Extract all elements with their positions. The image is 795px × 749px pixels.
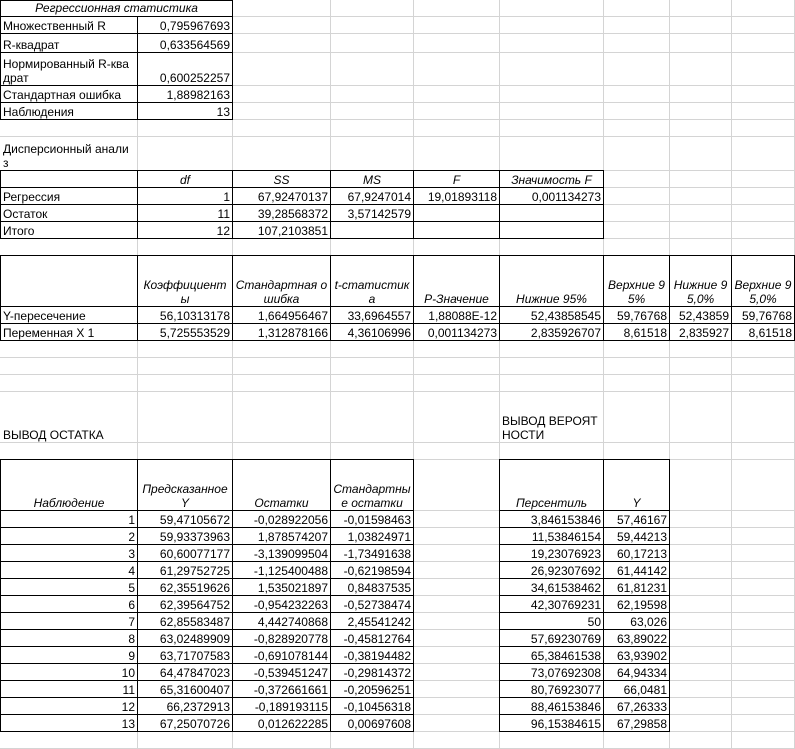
residual-cell-text: -0,45812764 xyxy=(343,632,411,646)
coef-cell-text: 5,725553529 xyxy=(159,326,230,340)
residual-predicted-cell[interactable] xyxy=(137,714,233,732)
anova-row-label[interactable] xyxy=(0,221,138,239)
coef-header-cell[interactable] xyxy=(232,255,331,307)
probability-cell-text: 62,19598 xyxy=(616,598,667,612)
residual-obs-cell[interactable] xyxy=(0,646,138,664)
residual-obs-cell[interactable] xyxy=(0,680,138,698)
probability-y-cell[interactable] xyxy=(603,629,670,647)
gridline xyxy=(0,357,795,358)
residual-cell-text: -0,189193115 xyxy=(254,700,328,714)
residual-cell-text: 5 xyxy=(128,581,135,595)
residual-header-cell[interactable] xyxy=(330,459,414,511)
probability-percentile-cell[interactable] xyxy=(499,697,604,715)
probability-y-cell[interactable] xyxy=(603,510,670,528)
coef-cell-text: 2,835926707 xyxy=(530,326,601,340)
probability-output-title-text: ВЫВОД ВЕРОЯТНОСТИ xyxy=(502,414,598,442)
coef-header-text: Нижние 95,0% xyxy=(673,278,728,306)
residual-output-title-text: ВЫВОД ОСТАТКА xyxy=(3,428,104,442)
probability-percentile-cell[interactable] xyxy=(499,646,604,664)
probability-y-cell[interactable] xyxy=(603,646,670,664)
residual-std-cell[interactable] xyxy=(330,612,414,630)
coef-cell[interactable] xyxy=(232,306,331,324)
stat-label-cell[interactable] xyxy=(0,52,138,86)
stat-value: 0,633564569 xyxy=(159,38,230,52)
residual-std-cell[interactable] xyxy=(330,561,414,579)
residual-predicted-cell[interactable] xyxy=(137,527,233,545)
residual-cell-text: 67,25070726 xyxy=(159,717,230,731)
residual-cell-text: 63,71707583 xyxy=(159,649,230,663)
stat-value: 1,88982163 xyxy=(166,88,230,102)
residual-cell-text: 0,00697608 xyxy=(347,717,411,731)
stat-label-cell[interactable] xyxy=(0,33,138,53)
stat-label-cell[interactable] xyxy=(0,85,138,103)
probability-cell-text: 42,30769231 xyxy=(530,598,601,612)
stat-value-cell[interactable] xyxy=(137,52,233,86)
anova-cell[interactable] xyxy=(413,187,500,205)
residual-predicted-cell[interactable] xyxy=(137,697,233,715)
coef-cell-text: 1,664956467 xyxy=(257,309,328,323)
coef-header-cell[interactable] xyxy=(137,255,233,307)
anova-cell[interactable] xyxy=(232,221,331,239)
probability-cell-text: 61,81231 xyxy=(616,581,667,595)
residual-cell-text: 0,84837535 xyxy=(347,581,411,595)
residual-cell-text: 7 xyxy=(128,615,135,629)
residual-cell-text: -0,10456318 xyxy=(343,700,411,714)
gridline xyxy=(0,442,795,443)
regression-stats-title[interactable] xyxy=(0,0,233,17)
coef-cell-text: 4,36106996 xyxy=(347,326,411,340)
probability-header-text: Y xyxy=(632,496,641,510)
anova-cell[interactable] xyxy=(137,204,233,222)
probability-percentile-cell[interactable] xyxy=(499,527,604,545)
anova-header-cell[interactable] xyxy=(499,170,604,188)
anova-cell-text: 39,28568372 xyxy=(257,207,328,221)
residual-value-cell[interactable] xyxy=(232,544,331,562)
residual-cell-text: 4,442740868 xyxy=(257,615,328,629)
residual-value-cell[interactable] xyxy=(232,697,331,715)
probability-cell-text: 67,29858 xyxy=(616,717,667,731)
stat-label-cell[interactable] xyxy=(0,102,138,120)
residual-obs-cell[interactable] xyxy=(0,561,138,579)
residual-cell-text: 62,35519626 xyxy=(159,581,230,595)
residual-std-cell[interactable] xyxy=(330,544,414,562)
residual-cell-text: -0,20596251 xyxy=(343,683,411,697)
residual-std-cell[interactable] xyxy=(330,578,414,596)
coef-cell[interactable] xyxy=(137,323,233,341)
coef-header-cell[interactable] xyxy=(330,255,414,307)
residual-cell-text: 3 xyxy=(128,547,135,561)
probability-cell-text: 73,07692308 xyxy=(530,666,601,680)
probability-y-cell[interactable] xyxy=(603,663,670,681)
anova-cell[interactable] xyxy=(232,204,331,222)
coef-cell-text: 1,312878166 xyxy=(257,326,328,340)
probability-output-title[interactable] xyxy=(500,392,602,442)
anova-header-cell[interactable] xyxy=(232,170,331,188)
residual-cell-text: -0,372661661 xyxy=(253,683,328,697)
residual-cell-text: 1,878574207 xyxy=(257,530,328,544)
coef-header-cell[interactable] xyxy=(669,255,732,307)
stat-value: 0,795967693 xyxy=(159,19,230,33)
residual-value-cell[interactable] xyxy=(232,663,331,681)
probability-y-cell[interactable] xyxy=(603,680,670,698)
probability-header-cell[interactable] xyxy=(603,459,670,511)
coef-header-cell[interactable] xyxy=(731,255,795,307)
probability-percentile-cell[interactable] xyxy=(499,578,604,596)
anova-title-text: Дисперсионный анализ xyxy=(3,142,129,170)
residual-cell-text: 1,535021897 xyxy=(257,581,328,595)
probability-percentile-cell[interactable] xyxy=(499,544,604,562)
probability-percentile-cell[interactable] xyxy=(499,629,604,647)
residual-cell-text: 62,39564752 xyxy=(159,598,230,612)
residual-predicted-cell[interactable] xyxy=(137,510,233,528)
probability-cell-text: 57,69230769 xyxy=(530,632,601,646)
coef-header-text: Нижние 95% xyxy=(516,292,587,306)
anova-header-text: Значимость F xyxy=(511,173,592,187)
probability-cell-text: 65,38461538 xyxy=(530,649,601,663)
residual-cell-text: 8 xyxy=(128,632,135,646)
residual-header-cell[interactable] xyxy=(232,459,331,511)
anova-row-label[interactable] xyxy=(0,204,138,222)
anova-header-text: F xyxy=(452,173,461,187)
residual-obs-cell[interactable] xyxy=(0,578,138,596)
probability-cell-text: 60,17213 xyxy=(616,547,667,561)
probability-y-cell[interactable] xyxy=(603,544,670,562)
anova-cell-text: Итого xyxy=(3,224,35,238)
residual-cell-text: -0,52738474 xyxy=(343,598,411,612)
residual-value-cell[interactable] xyxy=(232,578,331,596)
coef-cell[interactable] xyxy=(731,306,795,324)
anova-header-cell[interactable] xyxy=(413,170,500,188)
residual-cell-text: 12 xyxy=(121,700,135,714)
residual-header-cell[interactable] xyxy=(137,459,233,511)
coef-cell[interactable] xyxy=(669,323,732,341)
anova-cell[interactable] xyxy=(499,221,604,239)
probability-y-cell[interactable] xyxy=(603,697,670,715)
probability-cell-text: 63,93902 xyxy=(616,649,667,663)
anova-cell[interactable] xyxy=(330,187,414,205)
probability-header-cell[interactable] xyxy=(499,459,604,511)
coef-cell-text: 2,835927 xyxy=(678,326,729,340)
probability-cell-text: 66,0481 xyxy=(623,683,667,697)
anova-title[interactable] xyxy=(1,137,136,170)
coef-cell-text: 8,61518 xyxy=(748,326,792,340)
coef-header-text: Верхние 95,0% xyxy=(734,278,792,306)
residual-value-cell[interactable] xyxy=(232,612,331,630)
residual-value-cell[interactable] xyxy=(232,680,331,698)
anova-cell-text: 107,2103851 xyxy=(257,224,328,238)
residual-obs-cell[interactable] xyxy=(0,527,138,545)
residual-header-cell[interactable] xyxy=(0,459,138,511)
residual-obs-cell[interactable] xyxy=(0,595,138,613)
probability-y-cell[interactable] xyxy=(603,578,670,596)
stat-value-cell[interactable] xyxy=(137,16,233,34)
anova-cell[interactable] xyxy=(499,187,604,205)
coef-cell[interactable] xyxy=(137,306,233,324)
probability-percentile-cell[interactable] xyxy=(499,680,604,698)
stat-label: R-квадрат xyxy=(3,38,60,52)
residual-value-cell[interactable] xyxy=(232,629,331,647)
residual-predicted-cell[interactable] xyxy=(137,595,233,613)
residual-cell-text: 2 xyxy=(128,530,135,544)
anova-cell[interactable] xyxy=(413,221,500,239)
probability-percentile-cell[interactable] xyxy=(499,612,604,630)
probability-y-cell[interactable] xyxy=(603,561,670,579)
residual-value-cell[interactable] xyxy=(232,646,331,664)
probability-percentile-cell[interactable] xyxy=(499,595,604,613)
coef-header-cell[interactable] xyxy=(0,255,138,307)
anova-cell[interactable] xyxy=(137,187,233,205)
residual-std-cell[interactable] xyxy=(330,527,414,545)
probability-cell-text: 61,44142 xyxy=(616,564,667,578)
anova-header-text: SS xyxy=(273,173,290,187)
residual-cell-text: 13 xyxy=(121,717,135,731)
probability-cell-text: 88,46153846 xyxy=(530,700,601,714)
gridline xyxy=(0,374,795,375)
probability-y-cell[interactable] xyxy=(603,714,670,732)
residual-obs-cell[interactable] xyxy=(0,544,138,562)
anova-cell[interactable] xyxy=(413,204,500,222)
residual-cell-text: -0,29814372 xyxy=(343,666,411,680)
probability-cell-text: 67,26333 xyxy=(616,700,667,714)
coef-header-text: Стандартная ошибка xyxy=(235,278,328,306)
anova-row-label[interactable] xyxy=(0,187,138,205)
probability-cell-text: 59,44213 xyxy=(616,530,667,544)
residual-cell-text: 6 xyxy=(128,598,135,612)
coef-cell-text: Y-пересечение xyxy=(3,309,86,323)
residual-cell-text: 59,47105672 xyxy=(159,513,230,527)
stat-value-cell[interactable] xyxy=(137,85,233,103)
coef-row-label[interactable] xyxy=(0,323,138,341)
residual-std-cell[interactable] xyxy=(330,714,414,732)
residual-cell-text: -0,028922056 xyxy=(253,513,328,527)
residual-cell-text: 59,93373963 xyxy=(159,530,230,544)
anova-cell[interactable] xyxy=(330,204,414,222)
coef-header-cell[interactable] xyxy=(499,255,604,307)
probability-cell-text: 63,89022 xyxy=(616,632,667,646)
coef-cell-text: 56,10313178 xyxy=(159,309,230,323)
residual-cell-text: -1,125400488 xyxy=(253,564,328,578)
anova-cell-text: 67,92470137 xyxy=(257,190,328,204)
coef-cell-text: 8,61518 xyxy=(623,326,667,340)
probability-percentile-cell[interactable] xyxy=(499,510,604,528)
residual-value-cell[interactable] xyxy=(232,595,331,613)
coef-cell[interactable] xyxy=(603,323,670,341)
residual-std-cell[interactable] xyxy=(330,510,414,528)
residual-obs-cell[interactable] xyxy=(0,663,138,681)
coef-cell-text: 0,001134273 xyxy=(427,326,497,340)
anova-header-cell[interactable] xyxy=(330,170,414,188)
coef-header-text: t-статистика xyxy=(334,278,410,306)
coef-cell-text: 52,43858545 xyxy=(530,309,601,323)
anova-header-text: df xyxy=(179,173,190,187)
residual-predicted-cell[interactable] xyxy=(137,629,233,647)
coef-cell-text: 59,76768 xyxy=(741,309,792,323)
probability-cell-text: 96,15384615 xyxy=(530,717,601,731)
coef-header-cell[interactable] xyxy=(603,255,670,307)
probability-cell-text: 63,026 xyxy=(630,615,667,629)
anova-cell-text: 67,9247014 xyxy=(347,190,411,204)
probability-cell-text: 64,94334 xyxy=(616,666,667,680)
residual-cell-text: 4 xyxy=(128,564,135,578)
anova-cell-text: Остаток xyxy=(3,207,48,221)
coef-cell[interactable] xyxy=(232,323,331,341)
coef-cell[interactable] xyxy=(603,306,670,324)
coef-cell-text: 33,6964557 xyxy=(347,309,411,323)
probability-cell-text: 34,61538462 xyxy=(530,581,601,595)
stat-label-cell[interactable] xyxy=(0,16,138,34)
residual-predicted-cell[interactable] xyxy=(137,612,233,630)
residual-cell-text: -3,139099504 xyxy=(253,547,328,561)
residual-cell-text: 60,60077177 xyxy=(159,547,230,561)
residual-std-cell[interactable] xyxy=(330,595,414,613)
coef-cell-text: Переменная X 1 xyxy=(3,326,95,340)
residual-predicted-cell[interactable] xyxy=(137,680,233,698)
stat-value-cell[interactable] xyxy=(137,102,233,120)
residual-cell-text: -0,828920778 xyxy=(253,632,328,646)
residual-std-cell[interactable] xyxy=(330,629,414,647)
coef-row-label[interactable] xyxy=(0,306,138,324)
residual-cell-text: 1,03824971 xyxy=(347,530,411,544)
residual-cell-text: 66,2372913 xyxy=(166,700,230,714)
coef-cell[interactable] xyxy=(330,306,414,324)
coef-cell-text: 1,88088E-12 xyxy=(428,309,497,323)
residual-value-cell[interactable] xyxy=(232,510,331,528)
probability-cell-text: 26,92307692 xyxy=(530,564,601,578)
anova-cell-text: 3,57142579 xyxy=(347,207,411,221)
residual-cell-text: -0,01598463 xyxy=(343,513,411,527)
anova-cell-text: Регрессия xyxy=(3,190,61,204)
residual-cell-text: 65,31600407 xyxy=(159,683,230,697)
anova-cell[interactable] xyxy=(499,204,604,222)
residual-cell-text: -0,691078144 xyxy=(253,649,328,663)
anova-header-text: MS xyxy=(363,173,381,187)
coef-cell[interactable] xyxy=(330,323,414,341)
stat-value: 13 xyxy=(216,105,230,119)
residual-value-cell[interactable] xyxy=(232,714,331,732)
anova-cell-text: 1 xyxy=(223,190,230,204)
coef-cell[interactable] xyxy=(499,323,604,341)
residual-std-cell[interactable] xyxy=(330,680,414,698)
residual-std-cell[interactable] xyxy=(330,697,414,715)
coef-header-cell[interactable] xyxy=(413,255,500,307)
anova-header-cell[interactable] xyxy=(137,170,233,188)
residual-obs-cell[interactable] xyxy=(0,714,138,732)
stat-label: Нормированный R-квадрат xyxy=(3,57,129,85)
residual-value-cell[interactable] xyxy=(232,527,331,545)
coef-cell-text: 52,43859 xyxy=(678,309,729,323)
residual-header-text: Стандартные остатки xyxy=(333,482,411,510)
residual-predicted-cell[interactable] xyxy=(137,561,233,579)
coef-cell[interactable] xyxy=(413,323,500,341)
residual-cell-text: 64,47847023 xyxy=(159,666,230,680)
coef-cell[interactable] xyxy=(413,306,500,324)
probability-percentile-cell[interactable] xyxy=(499,561,604,579)
residual-predicted-cell[interactable] xyxy=(137,544,233,562)
probability-cell-text: 19,23076923 xyxy=(530,547,601,561)
residual-cell-text: -1,73491638 xyxy=(343,547,411,561)
residual-std-cell[interactable] xyxy=(330,646,414,664)
residual-header-text: Наблюдение xyxy=(33,496,105,510)
residual-predicted-cell[interactable] xyxy=(137,578,233,596)
residual-predicted-cell[interactable] xyxy=(137,663,233,681)
regression-stats-title-text: Регрессионная статистика xyxy=(35,1,198,15)
probability-cell-text: 57,46167 xyxy=(616,513,667,527)
stat-label: Множественный R xyxy=(3,19,106,33)
coef-header-text: P-Значение xyxy=(424,292,489,306)
coef-header-text: Коэффициенты xyxy=(143,278,227,306)
anova-cell-text: 11 xyxy=(217,207,230,221)
residual-cell-text: 9 xyxy=(128,649,135,663)
anova-cell-text: 0,001134273 xyxy=(531,190,601,204)
residual-obs-cell[interactable] xyxy=(0,697,138,715)
residual-output-title[interactable] xyxy=(1,392,231,442)
residual-cell-text: -0,62198594 xyxy=(343,564,411,578)
coef-cell[interactable] xyxy=(669,306,732,324)
probability-cell-text: 11,53846154 xyxy=(531,530,601,544)
probability-percentile-cell[interactable] xyxy=(499,714,604,732)
anova-cell-text: 19,01893118 xyxy=(427,190,497,204)
residual-std-cell[interactable] xyxy=(330,663,414,681)
residual-obs-cell[interactable] xyxy=(0,612,138,630)
coef-cell[interactable] xyxy=(499,306,604,324)
residual-value-cell[interactable] xyxy=(232,561,331,579)
coef-header-text: Верхние 95% xyxy=(608,278,665,306)
coef-cell[interactable] xyxy=(731,323,795,341)
residual-cell-text: 2,45541242 xyxy=(347,615,411,629)
residual-obs-cell[interactable] xyxy=(0,629,138,647)
anova-cell[interactable] xyxy=(232,187,331,205)
stat-value-cell[interactable] xyxy=(137,33,233,53)
probability-cell-text: 3,846153846 xyxy=(530,513,601,527)
probability-header-text: Персентиль xyxy=(515,496,588,510)
stat-value: 0,600252257 xyxy=(159,71,230,85)
stat-label: Стандартная ошибка xyxy=(3,88,122,102)
anova-cell[interactable] xyxy=(330,221,414,239)
probability-y-cell[interactable] xyxy=(603,527,670,545)
probability-percentile-cell[interactable] xyxy=(499,663,604,681)
residual-cell-text: 10 xyxy=(121,666,135,680)
stat-label: Наблюдения xyxy=(3,105,74,119)
probability-cell-text: 80,76923077 xyxy=(530,683,601,697)
residual-header-text: Остатки xyxy=(254,496,309,510)
residual-cell-text: 63,02489909 xyxy=(159,632,230,646)
residual-cell-text: 0,012622285 xyxy=(257,717,328,731)
residual-cell-text: 62,85583487 xyxy=(159,615,230,629)
residual-obs-cell[interactable] xyxy=(0,510,138,528)
residual-cell-text: -0,954232263 xyxy=(253,598,328,612)
residual-cell-text: -0,539451247 xyxy=(253,666,328,680)
anova-cell-text: 12 xyxy=(216,224,230,238)
residual-cell-text: -0,38194482 xyxy=(343,649,411,663)
residual-cell-text: 1 xyxy=(128,513,135,527)
anova-header-cell[interactable] xyxy=(0,170,138,188)
probability-y-cell[interactable] xyxy=(603,595,670,613)
anova-cell[interactable] xyxy=(137,221,233,239)
residual-cell-text: 11 xyxy=(122,683,135,697)
coef-cell-text: 59,76768 xyxy=(616,309,667,323)
probability-y-cell[interactable] xyxy=(603,612,670,630)
residual-predicted-cell[interactable] xyxy=(137,646,233,664)
residual-cell-text: 61,29752725 xyxy=(159,564,230,578)
residual-header-text: Предсказанное Y xyxy=(142,482,228,510)
probability-cell-text: 50 xyxy=(587,615,601,629)
